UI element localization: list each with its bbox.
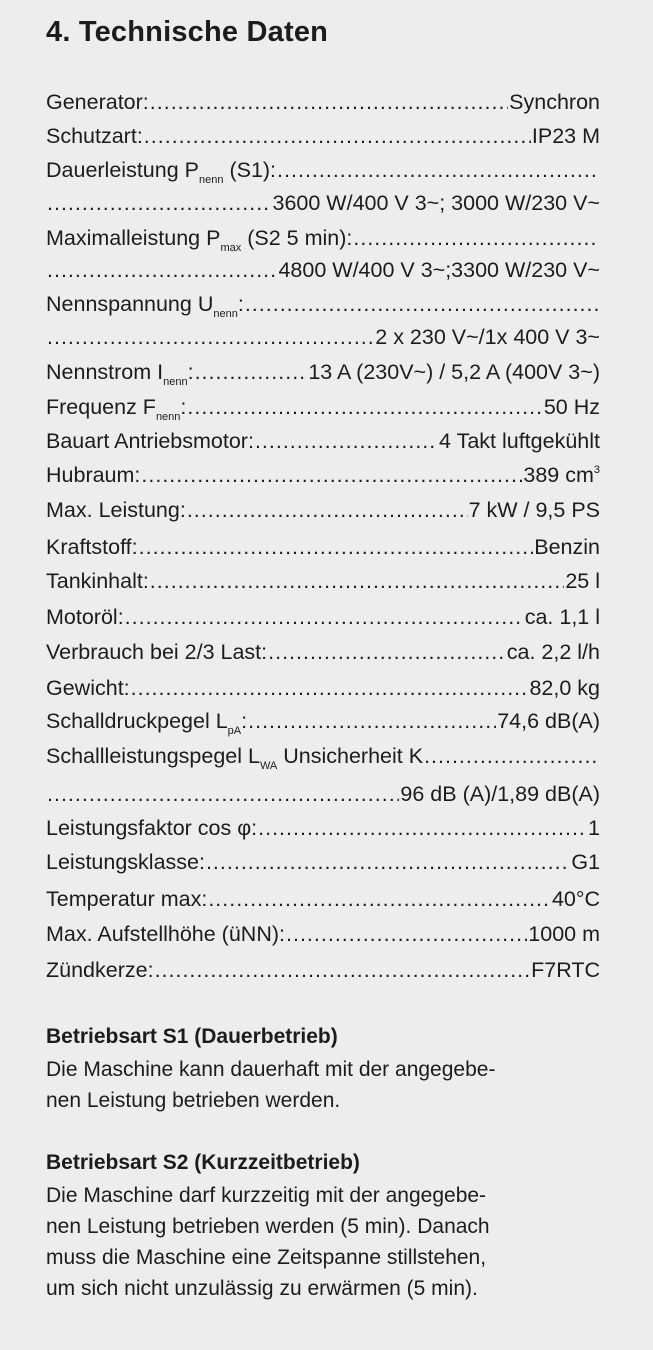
dot-leader [424,741,599,771]
spec-value: 1000 m [528,922,600,946]
spec-row-tankinhalt [46,566,600,596]
spec-label: Gewicht: [46,676,130,700]
spec-row-leistung [46,495,600,525]
dot-leader [150,87,508,117]
spec-value: 74,6 dB(A) [497,709,600,733]
spec-row-nennspannung [46,289,600,319]
section-heading-s2: Betriebsart S2 (Kurzzeitbetrieb) [46,1151,360,1174]
dot-leader [208,884,551,914]
spec-row-verbrauch [46,637,600,667]
dot-leader [47,255,277,285]
dot-leader [277,155,599,185]
spec-value: ca. 2,2 l/h [506,640,600,664]
spec-row-nennstrom [46,357,600,387]
spec-row-maximalleistung [46,223,600,253]
spec-value: 25 l [565,569,600,593]
dot-leader [155,955,531,985]
dot-leader [47,188,272,218]
dot-leader [144,121,531,151]
spec-value: Benzin [534,535,600,559]
spec-value: 4800 W/400 V 3~;3300 W/230 V~ [278,258,600,282]
page-title: 4. Technische Daten [46,16,329,48]
spec-value: 40°C [551,887,600,911]
dot-leader [353,223,599,253]
spec-label: Schalldruckpegel $L_{pA}$: [46,709,248,737]
dot-leader [206,847,570,877]
spec-label: Max. Aufstellhöhe (üNN): [46,922,285,946]
section-heading-s1: Betriebsart S1 (Dauerbetrieb) [46,1025,338,1048]
spec-row-antriebsmotor [46,426,600,456]
section-text-s2: Die Maschine darf kurzzeitig mit der angegebe- nen Leistung betrieben werden (5 min). Danach muss die Maschine eine Zeitspanne stillstehen, um sich nicht unzulässig zu erwärmen (5 min). [46,1184,490,1300]
dot-leader [268,637,506,667]
spec-label: Schutzart: [46,124,143,148]
spec-row-maximalleistung-value [46,255,600,285]
spec-value: 50 Hz [543,395,600,419]
spec-value: G1 [571,850,600,874]
dot-leader [248,706,496,736]
dot-leader [255,426,438,456]
dot-leader [195,357,308,387]
spec-row-schalldruckpegel [46,706,600,736]
dot-leader [245,289,599,319]
spec-label: Motoröl: [46,605,124,629]
spec-value: 7 kW / 9,5 PS [468,498,600,522]
dot-leader [187,495,468,525]
dot-leader [125,602,524,632]
spec-label: Leistungsfaktor cos φ: [46,816,258,840]
spec-value: IP23 M [531,124,600,148]
spec-value: 82,0 kg [529,676,600,700]
spec-row-hubraum [46,460,600,490]
spec-label: Maximalleistung $P_{max}$ (S2 5 min): [46,226,353,254]
dot-leader [47,779,399,809]
spec-row-aufstellhoehe [46,919,600,949]
spec-label: Max. Leistung: [46,498,186,522]
spec-row-dauerleistung [46,155,600,185]
spec-row-leistungsfaktor [46,813,600,843]
spec-value: 96 dB (A)/1,89 dB(A) [400,782,600,806]
spec-label: Temperatur max: [46,887,208,911]
spec-label: Nennspannung $U_{nenn}$: [46,292,244,320]
spec-label: Zündkerze: [46,958,154,982]
spec-label: Nennstrom $I_{nenn}$: [46,360,194,388]
spec-value: 4 Takt luftgekühlt [439,429,600,453]
spec-row-leistungsklasse [46,847,600,877]
dot-leader [131,673,529,703]
spec-value: 389 $cm^3$ [523,463,600,487]
spec-label: Hubraum: [46,463,141,487]
spec-row-dauerleistung-value [46,188,600,218]
spec-row-temperatur [46,884,600,914]
spec-row-frequenz [46,392,600,422]
dot-leader [286,919,527,949]
spec-label: Schallleistungspegel $L_{WA}$ Unsicherheit K [46,744,424,772]
spec-row-motoroel [46,602,600,632]
spec-value: 2 x 230 V~/1x 400 V 3~ [375,325,600,349]
spec-label: Frequenz $F_{nenn}$: [46,395,187,423]
section-text-s1: Die Maschine kann dauerhaft mit der angegebe- nen Leistung betrieben werden. [46,1058,496,1112]
spec-value: 1 [588,816,600,840]
spec-value: Synchron [509,90,600,114]
spec-label: Generator: [46,90,149,114]
dot-leader [258,813,587,843]
spec-row-schutzart [46,121,600,151]
dot-leader [150,566,565,596]
spec-row-gewicht [46,673,600,703]
spec-row-kraftstoff [46,532,600,562]
spec-label: Kraftstoff: [46,535,138,559]
dot-leader [141,460,522,490]
spec-label: Dauerleistung $P_{nenn}$ (S1): [46,158,277,186]
spec-label: Verbrauch bei 2/3 Last: [46,640,268,664]
spec-row-schallleistungspegel-value [46,779,600,809]
spec-label: Leistungsklasse: [46,850,205,874]
spec-row-zuendkerze [46,955,600,985]
dot-leader [139,532,534,562]
spec-label: Tankinhalt: [46,569,149,593]
spec-value: 13 A (230V~) / 5,2 A (400V 3~) [308,360,600,384]
spec-row-nennspannung-value [46,322,600,352]
spec-value: F7RTC [531,958,600,982]
spec-value: ca. 1,1 l [524,605,600,629]
spec-row-schallleistungspegel [46,741,600,771]
spec-label: Bauart Antriebsmotor: [46,429,254,453]
dot-leader [47,322,374,352]
spec-row-generator [46,87,600,117]
dot-leader [187,392,542,422]
spec-value: 3600 W/400 V 3~; 3000 W/230 V~ [272,191,600,215]
